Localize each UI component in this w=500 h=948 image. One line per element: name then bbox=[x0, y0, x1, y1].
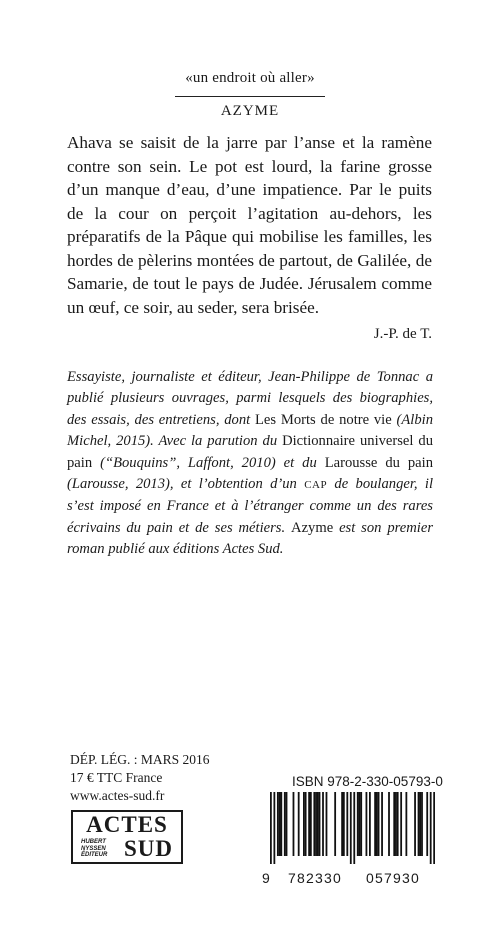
barcode-bar bbox=[270, 792, 272, 864]
publisher-website: www.actes-sud.fr bbox=[70, 788, 165, 803]
barcode-bar bbox=[397, 792, 399, 856]
barcode-bar bbox=[319, 792, 321, 856]
excerpt-signature: J.-P. de T. bbox=[373, 326, 432, 342]
bio-segment: est son premier roman publié aux éditions Actes Sud. bbox=[67, 519, 434, 558]
barcode-bar bbox=[341, 792, 343, 856]
book-title: AZYME bbox=[220, 103, 280, 119]
barcode-bar bbox=[376, 792, 378, 856]
barcode-bar bbox=[360, 792, 362, 856]
barcode-bar bbox=[298, 792, 300, 856]
barcode-bar bbox=[303, 792, 305, 856]
barcode-bar bbox=[395, 792, 397, 856]
barcode-bar bbox=[357, 792, 359, 856]
legal-deposit: DÉP. LÉG. : MARS 2016 bbox=[70, 752, 210, 767]
bio-segment: Essayiste, journaliste et éditeur, Jean-Philippe de Tonnac a publié plusieurs ouvrages, parmi lesquels des biographies, des essais, des entretiens, dont bbox=[67, 369, 433, 428]
barcode-bar bbox=[421, 792, 423, 856]
barcode-bar bbox=[430, 792, 432, 864]
barcode-bar bbox=[414, 792, 416, 856]
barcode-bar bbox=[426, 792, 428, 856]
barcode-bar bbox=[418, 792, 420, 856]
barcode-bar bbox=[374, 792, 376, 856]
barcode-bar bbox=[315, 792, 317, 856]
bio-segment: (Larousse, 2013), et l’obtention d’un bbox=[67, 476, 305, 493]
logo-top-text: ACTES bbox=[86, 812, 168, 837]
barcode-bar bbox=[381, 792, 383, 856]
barcode-bar bbox=[433, 792, 435, 864]
logo-side-line: HUBERT bbox=[81, 839, 106, 845]
barcode-bar bbox=[359, 792, 361, 856]
bio-book-title: Larousse du pain bbox=[324, 454, 433, 471]
barcode-bar bbox=[326, 792, 328, 856]
barcode-bar bbox=[353, 792, 355, 864]
barcode-bar bbox=[343, 792, 345, 856]
barcode-bar bbox=[293, 792, 295, 856]
barcode-bar bbox=[400, 792, 402, 856]
logo-side-line: NYSSEN bbox=[81, 845, 106, 852]
collection-divider bbox=[175, 96, 325, 97]
barcode-bar bbox=[388, 792, 390, 856]
author-biography bbox=[67, 367, 433, 561]
logo-side-line: ÉDITEUR bbox=[81, 852, 108, 858]
barcode-digits-right: 057930 bbox=[366, 870, 420, 886]
bio-segment: (“Bouquins”, Laffont, 2010) et du bbox=[92, 454, 325, 471]
barcode-bar bbox=[280, 792, 282, 856]
bio-book-title: Azyme bbox=[291, 519, 334, 536]
publisher-logo bbox=[71, 810, 183, 864]
barcode-digits-left: 782330 bbox=[288, 870, 342, 886]
bio-book-title: Les Morts de notre vie bbox=[255, 411, 392, 428]
barcode-bar bbox=[405, 792, 407, 856]
collection-name: «un endroit où aller» bbox=[185, 70, 315, 86]
isbn-label: ISBN 978-2-330-05793-0 bbox=[292, 774, 443, 789]
barcode-bar bbox=[305, 792, 307, 856]
logo-bottom-text: SUD bbox=[123, 836, 173, 861]
barcode-bar bbox=[322, 792, 324, 856]
barcode-bar bbox=[273, 792, 275, 864]
barcode-bar bbox=[279, 792, 281, 856]
bio-segment: de boulanger, il s’est imposé en France et à l’étranger comme un des rares écrivains du pain et de ses métiers. bbox=[67, 476, 434, 536]
barcode-digits bbox=[262, 870, 442, 886]
excerpt-text: Ahava se saisit de la jarre par l’anse et la ramène contre son sein. Le pot est lourd, la farine grosse d’un manque d’eau, d’une impatience. Par le puits de la cour on perçoit l’agitation au-dehors, les préparatifs de la Pâque qui mobilise les familles, les hordes de pèlerins montées de partout, de Galilée, de Samarie, de tout le pays de Judée. Jérusalem comme un œuf, ce soir, au seder, sera brisée. bbox=[67, 133, 432, 317]
barcode-bar bbox=[308, 792, 310, 856]
bio-book-title: Dictionnaire universel du pain bbox=[67, 433, 434, 471]
barcode-bar bbox=[284, 792, 286, 856]
bio-segment: (Albin Michel, 2015). Avec la parution du bbox=[67, 411, 433, 450]
barcode-bar bbox=[393, 792, 395, 856]
logo-side-text bbox=[81, 839, 107, 859]
barcode-digit-first: 9 bbox=[262, 870, 270, 886]
bio-abbreviation: CAP bbox=[304, 479, 328, 492]
barcode-bar bbox=[369, 792, 371, 856]
barcode-bar bbox=[378, 792, 380, 856]
barcode-bar bbox=[286, 792, 288, 856]
barcode-bar bbox=[350, 792, 352, 864]
barcode-bar bbox=[277, 792, 279, 856]
barcode-bar bbox=[419, 792, 421, 856]
barcode-bar bbox=[346, 792, 348, 856]
barcode-bar bbox=[313, 792, 315, 856]
price: 17 € TTC France bbox=[70, 770, 163, 785]
barcode-bar bbox=[366, 792, 368, 856]
barcode bbox=[270, 792, 435, 864]
barcode-bar bbox=[310, 792, 312, 856]
barcode-bar bbox=[334, 792, 336, 856]
barcode-bar bbox=[317, 792, 319, 856]
